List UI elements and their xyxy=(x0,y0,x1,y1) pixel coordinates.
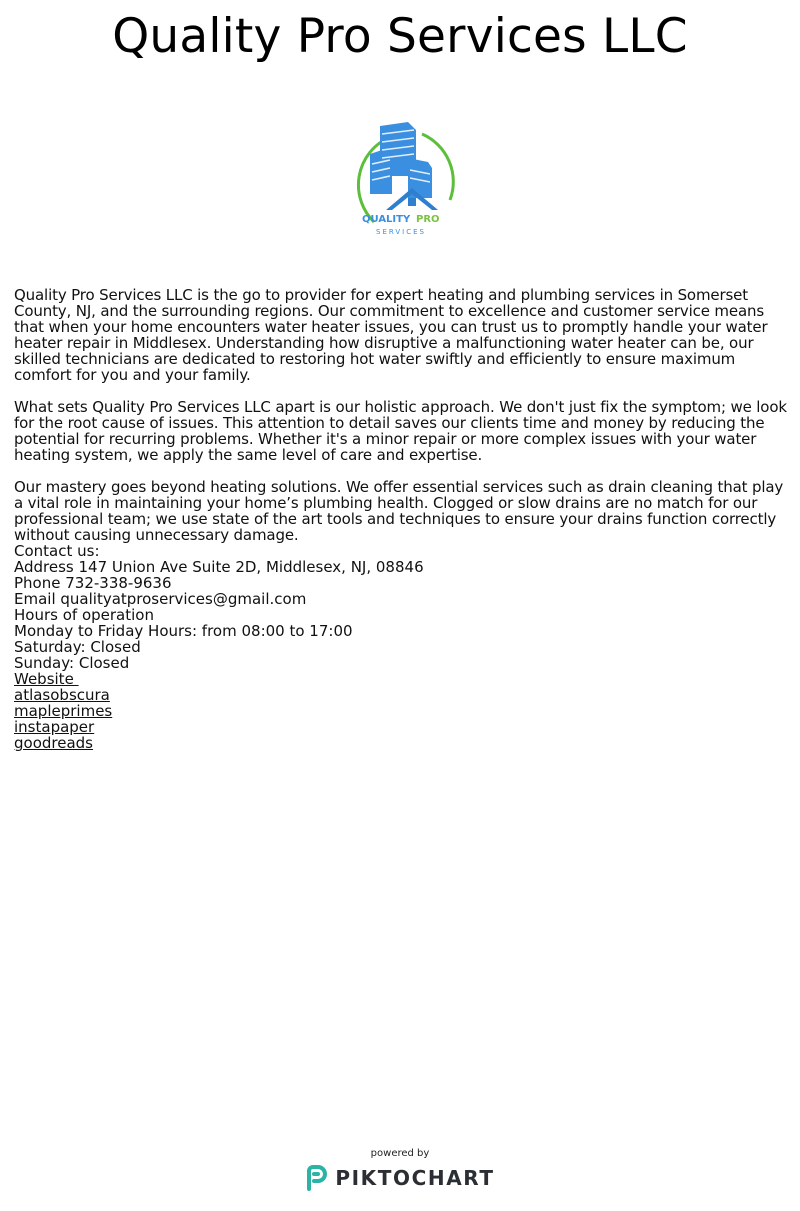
services-paragraph: Our mastery goes beyond heating solutions. We offer essential services such as drain cleaning that play a vital role in maintaining your home’s plumbing health. Clogged or slow drains are no match for our professional team; we use state of the art tools and techniques to ensure your drains function correctly without causing unnecessary damage. xyxy=(14,478,784,544)
piktochart-badge[interactable] xyxy=(305,1165,494,1191)
weekday-hours: Monday to Friday Hours: from 08:00 to 17:00 xyxy=(14,622,353,640)
powered-by-text: powered by xyxy=(370,1148,430,1159)
hours-heading: Hours of operation xyxy=(14,606,154,624)
sunday-hours: Sunday: Closed xyxy=(14,654,130,672)
piktochart-wordmark: PIKTOCHART xyxy=(335,1166,495,1190)
link-website[interactable]: Website xyxy=(14,670,79,688)
intro-paragraph: Quality Pro Services LLC is the go to provider for expert heating and plumbing services in Somerset County, NJ, and the surrounding regions. Our commitment to excellence and customer service means that when your home encounters water heater issues, you can trust us to promptly handle your water heater repair in Middlesex. Understanding how disruptive a malfunctioning water heater can be, our skilled technicians are dedicated to restoring hot water swiftly and efficiently to ensure maximum comfort for you and your family. xyxy=(14,286,768,384)
saturday-hours: Saturday: Closed xyxy=(14,638,141,656)
quality-pro-logo xyxy=(340,118,464,242)
contact-address: Address 147 Union Ave Suite 2D, Middlesex, NJ, 08846 xyxy=(14,558,424,576)
link-mapleprimes[interactable]: mapleprimes xyxy=(14,702,113,720)
svg-text:PRO: PRO xyxy=(416,214,440,225)
link-goodreads[interactable]: goodreads xyxy=(14,734,93,752)
svg-text:QUALITY: QUALITY xyxy=(362,214,411,225)
approach-paragraph: What sets Quality Pro Services LLC apart is our holistic approach. We don't just fix the symptom; we look for the root cause of issues. This attention to detail saves our clients time and money by reducing the potential for recurring problems. Whether it's a minor repair or more complex issues with your water heating system, we apply the same level of care and expertise. xyxy=(14,398,787,464)
main-content xyxy=(14,287,792,751)
footer xyxy=(0,1148,800,1195)
svg-text:SERVICES: SERVICES xyxy=(376,228,426,236)
contact-email: Email qualityatproservices@gmail.com xyxy=(14,590,307,608)
page-title: Quality Pro Services LLC xyxy=(112,9,688,64)
piktochart-logo-icon xyxy=(305,1165,327,1191)
contact-heading: Contact us: xyxy=(14,542,100,560)
contact-phone: Phone 732-338-9636 xyxy=(14,574,172,592)
link-instapaper[interactable]: instapaper xyxy=(14,718,95,736)
link-atlasobscura[interactable]: atlasobscura xyxy=(14,686,110,704)
